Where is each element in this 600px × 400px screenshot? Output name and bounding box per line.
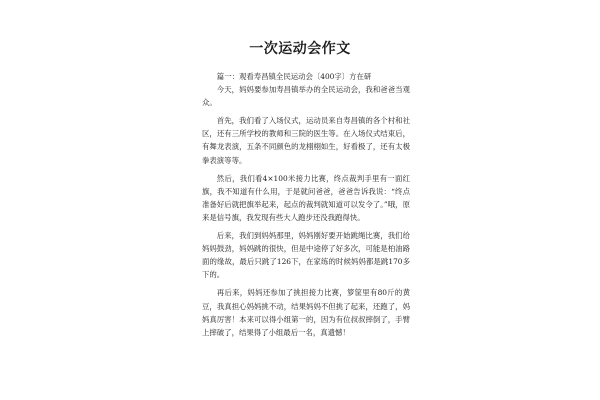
paragraph-jump-rope: 后来，我们到妈妈那里，妈妈刚好要开始跳绳比赛，我们给妈妈鼓劲，妈妈跳的很快，但是中途停了好多次，可能是柏油路面的缘故，最后只跳了126下，在家练的时候妈妈都是跳170多下的。	[202, 231, 410, 280]
section-heading: 篇一：观看寿昌镇全民运动会〔400字〕方在研	[216, 72, 372, 81]
paragraph-relay-race: 然后，我们看4×100米接力比赛，终点裁判手里有一面红旗，我不知道有什么用，于是就问爸爸，爸爸告诉我说：“终点准备好后就把旗举起来，起点的裁判就知道可以发令了。”哦，原来是信号旗，我发现有些大人跑步还没我跑得快。	[202, 173, 410, 222]
paragraph-opening-ceremony: 首先，我们看了入场仪式，运动员来自寿昌镇的各个村和社区，还有三所学校的教师和三院的医生等。在入场仪式结束后，有舞龙表演，五条不同颜色的龙栩栩如生，好看极了，还有太极拳表演等等。	[202, 116, 410, 165]
page-title: 一次运动会作文	[249, 41, 351, 57]
document-body	[202, 70, 410, 339]
paragraph-carrying-relay: 再后来，妈妈还参加了挑担接力比赛，箩筐里有80斤的黄豆，我真担心妈妈挑不动，结果妈妈不但挑了起来，还跑了，妈妈真厉害！本来可以得小组第一的，因为有位叔叔摔倒了，手臂上摔破了，结果得了小组最后一名，真遗憾！	[202, 288, 410, 337]
paragraph-intro: 今天，妈妈要参加寿昌镇举办的全民运动会，我和爸爸当观众。	[202, 85, 410, 108]
